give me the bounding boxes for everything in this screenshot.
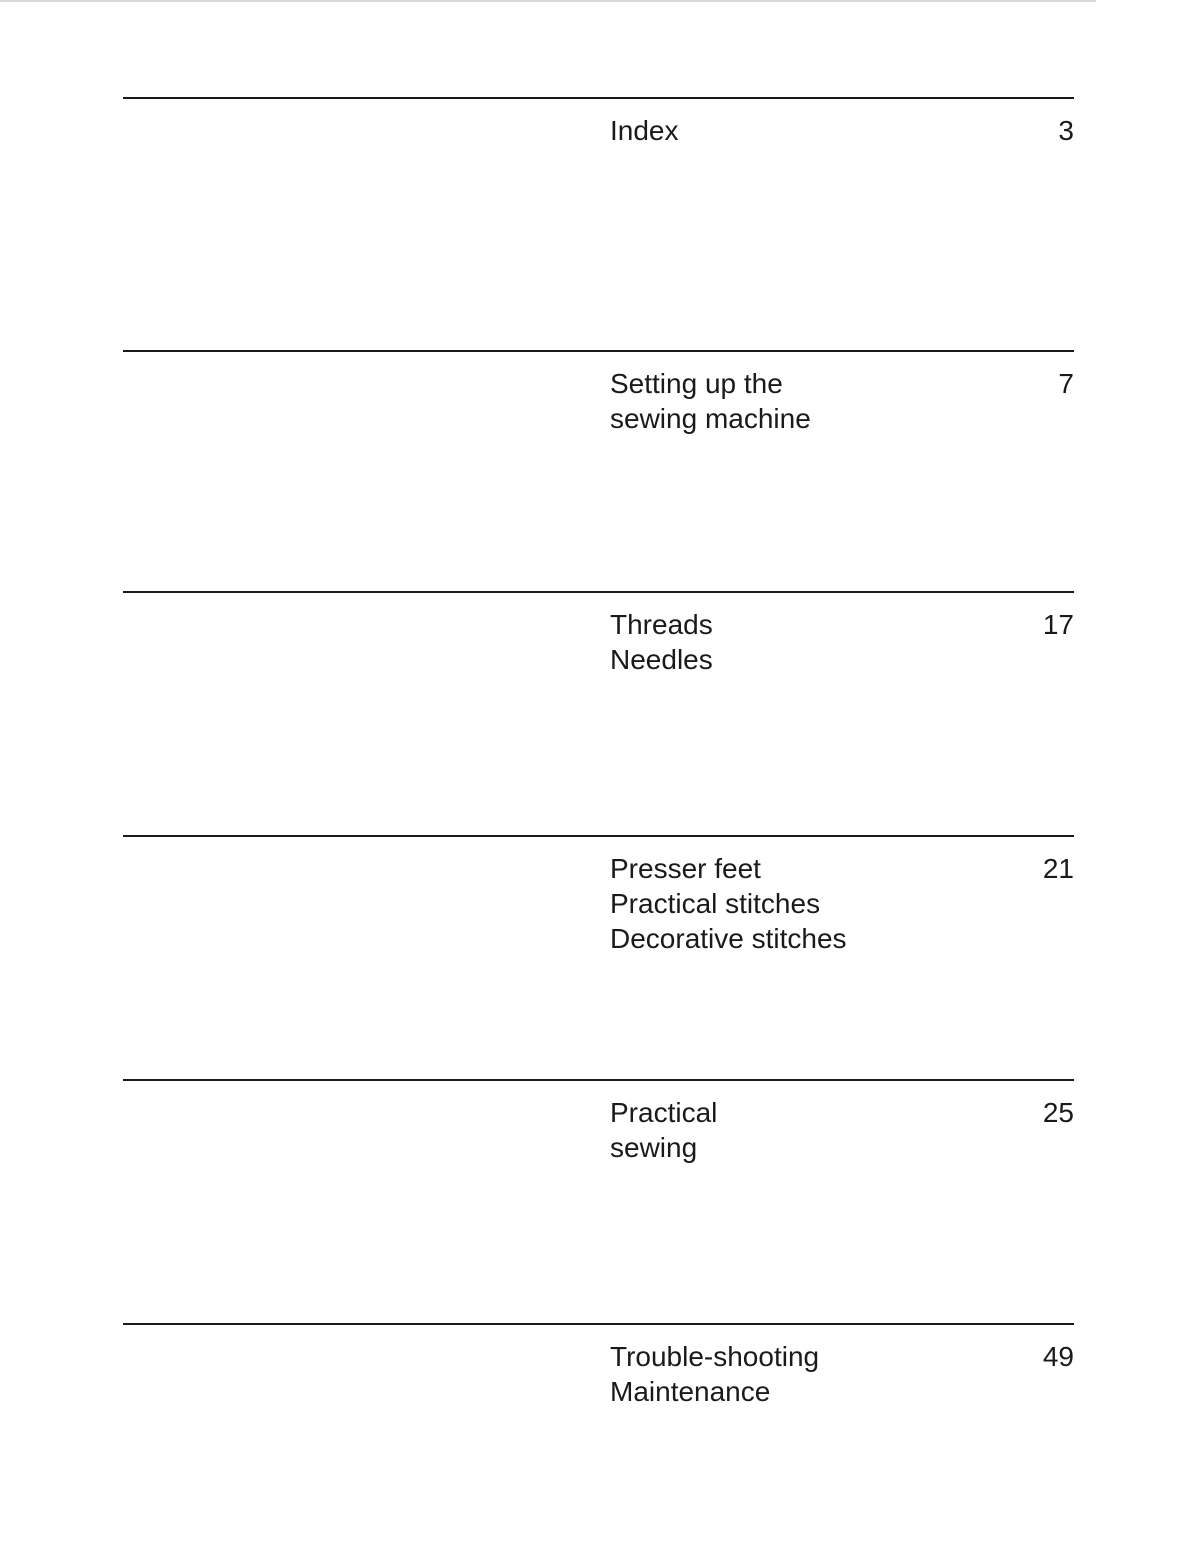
section-divider [123, 97, 1074, 99]
toc-entry-title-line: sewing machine [610, 403, 811, 434]
toc-entry-title [610, 851, 990, 956]
toc-entry-title-line: Practical stitches [610, 888, 821, 919]
toc-entry-title-line: Trouble-shooting [610, 1341, 820, 1372]
toc-entry-title-line: Setting up the [610, 368, 783, 399]
toc-page-number: 3 [1058, 115, 1074, 146]
toc-entry-title [610, 1095, 990, 1165]
toc-entry-title-line: Decorative stitches [610, 923, 847, 954]
section-divider [123, 350, 1074, 352]
toc-entry-title [610, 1339, 990, 1409]
toc-entry-title-line: Presser feet [610, 853, 761, 884]
section-divider [123, 835, 1074, 837]
toc-page-number: 17 [1042, 609, 1074, 640]
toc-entry-title-line: sewing [610, 1132, 698, 1163]
toc-page-number: 25 [1042, 1097, 1074, 1128]
toc-entry-title [610, 607, 990, 677]
toc-entry-title [610, 113, 990, 148]
toc-entry-title-line: Practical [610, 1097, 718, 1128]
toc-page-number: 7 [1058, 368, 1074, 399]
toc-page-number: 49 [1042, 1341, 1074, 1372]
toc-entry-title-line: Maintenance [610, 1376, 771, 1407]
section-divider [123, 1323, 1074, 1325]
section-divider [123, 1079, 1074, 1081]
toc-entry-title-line: Threads [610, 609, 713, 640]
section-divider [123, 591, 1074, 593]
toc-page-number: 21 [1042, 853, 1074, 884]
toc-entry-title-line: Index [610, 115, 679, 146]
page-top-edge [0, 0, 1096, 2]
toc-entry-title [610, 366, 990, 436]
toc-entry-title-line: Needles [610, 644, 713, 675]
